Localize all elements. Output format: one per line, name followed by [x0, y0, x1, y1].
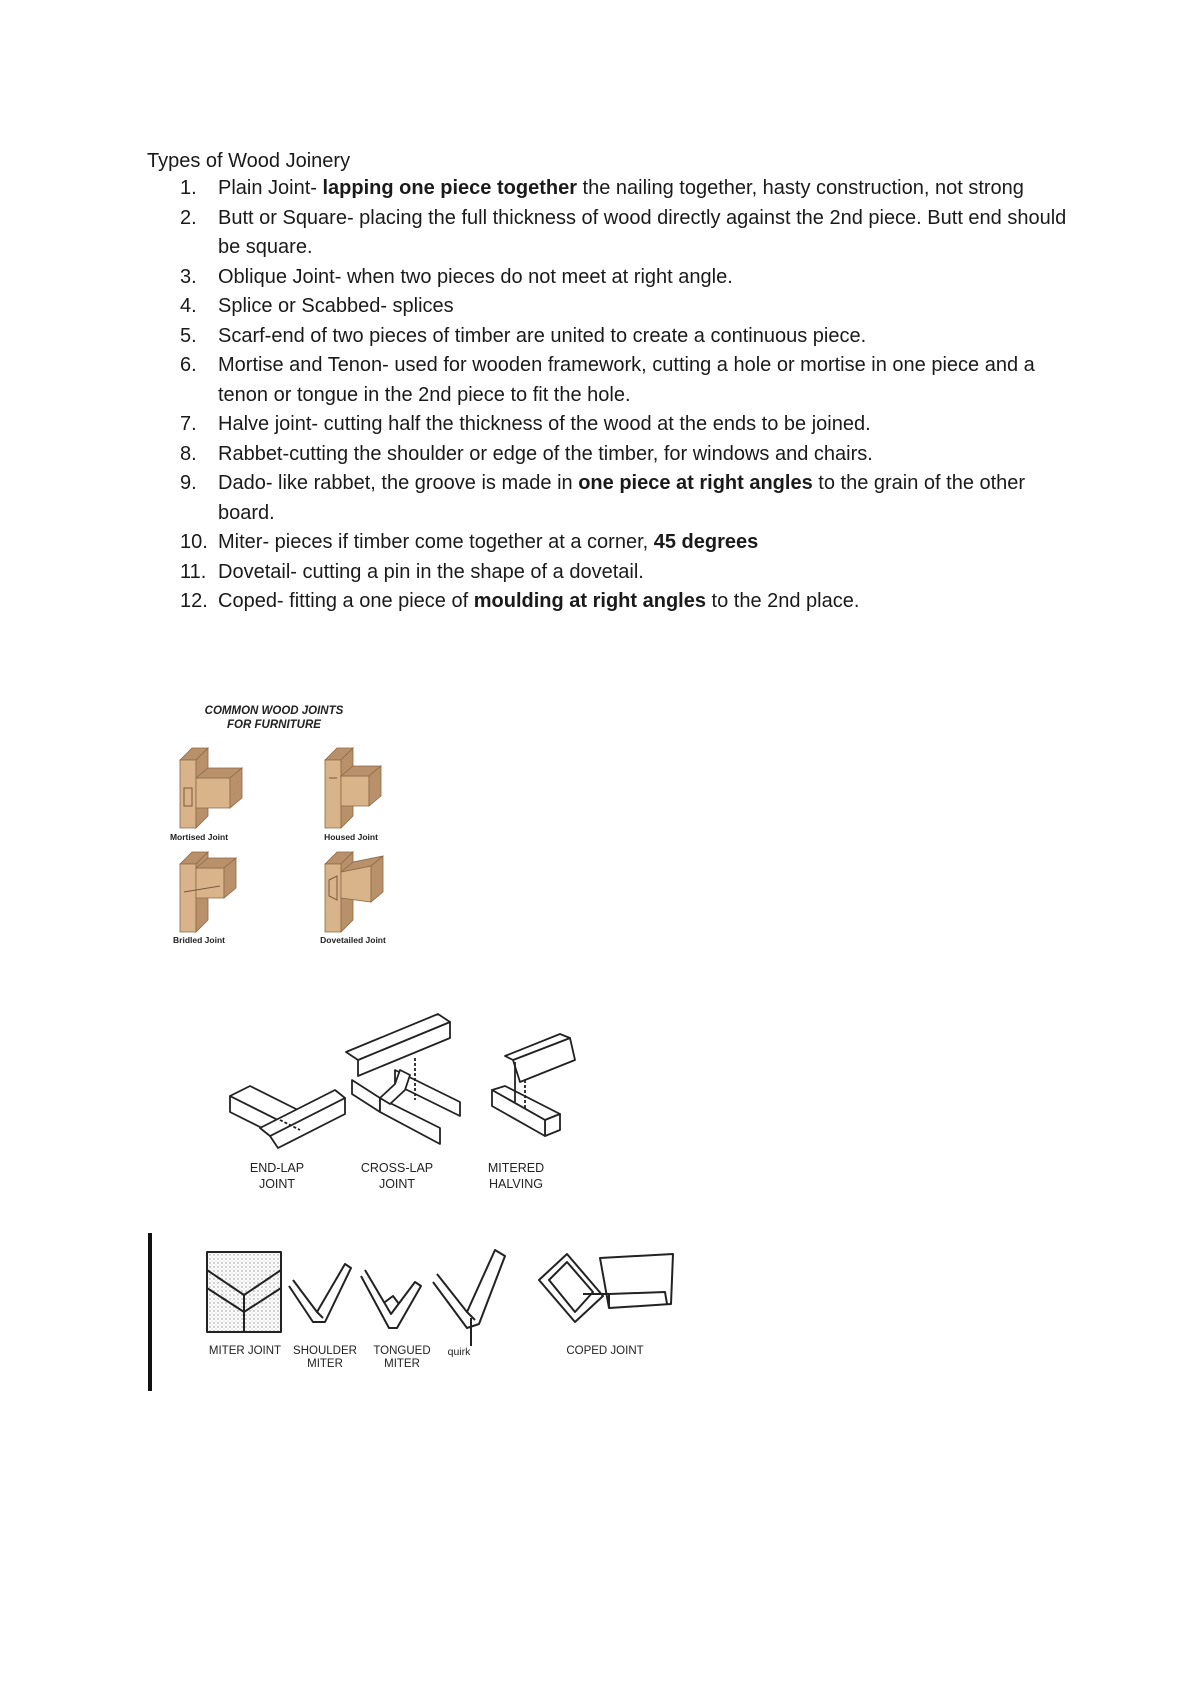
cross-lap-label-2: JOINT — [378, 1177, 416, 1191]
coped-joint-label: COPED JOINT — [566, 1345, 644, 1357]
bridled-joint-picture — [180, 852, 236, 932]
tongued-miter-picture — [361, 1270, 421, 1328]
end-lap-label-1: END-LAP — [249, 1161, 305, 1175]
list-item-text: Mortise and Tenon- used for wooden framework, cutting a hole or mortise in one piece and a tenon or tongue in the 2nd piece to fit the hole. — [218, 354, 1035, 406]
housed-joint-picture — [325, 748, 381, 828]
joinery-list-item — [147, 292, 1077, 322]
list-item-emphasis: 45 degrees — [653, 531, 759, 553]
miter-joints-illustration — [205, 1250, 685, 1370]
list-item-number: 5. — [180, 324, 197, 347]
list-item-text: to the grain of the other board. — [218, 472, 1026, 524]
joinery-list-item — [147, 351, 1077, 410]
list-item-number: 11. — [180, 560, 207, 583]
cross-lap-label-1: CROSS-LAP — [360, 1161, 434, 1175]
joinery-list-item — [147, 204, 1077, 263]
list-item-number: 10. — [180, 531, 208, 553]
joinery-list — [147, 174, 1077, 617]
list-item-text: Oblique Joint- when two pieces do not meet at right angle. — [218, 265, 733, 288]
list-item-text: Dovetail- cutting a pin in the shape of a dovetail. — [218, 560, 644, 583]
list-item-text: Butt or Square- placing the full thickness of wood directly against the 2nd piece. Butt end should be square. — [218, 206, 1067, 258]
quirk-miter-picture — [433, 1250, 505, 1346]
furniture-heading-line1: COMMON WOOD JOINTS — [204, 705, 344, 717]
list-item-text: Halve joint- cutting half the thickness of the wood at the ends to be joined. — [218, 413, 871, 435]
joinery-list-item — [147, 174, 1077, 204]
list-item-text: the nailing together, hasty construction, not strong — [576, 177, 1024, 199]
list-item-text: Miter- pieces if timber come together at a corner, — [218, 531, 654, 553]
tongued-miter-label-2: MITER — [384, 1358, 420, 1370]
mitered-halving-label-2: HALVING — [489, 1177, 543, 1191]
list-item-number: 1. — [180, 177, 197, 199]
joinery-list-item — [147, 528, 1077, 558]
margin-bar — [148, 1233, 152, 1391]
joinery-list-item — [147, 469, 1077, 528]
joinery-list-item — [147, 440, 1077, 470]
mitered-halving-picture — [492, 1034, 575, 1136]
halving-joints-figure — [230, 1030, 620, 1210]
bridled-joint-label: Bridled Joint — [173, 935, 225, 945]
miter-joint-label: MITER JOINT — [208, 1345, 282, 1357]
mortised-joint-label: Mortised Joint — [169, 832, 229, 842]
housed-joint-label: Housed Joint — [324, 832, 378, 842]
mitered-halving-label-1: MITERED — [487, 1161, 545, 1175]
halving-joints-illustration — [230, 1030, 620, 1210]
cross-lap-joint-picture — [346, 1014, 460, 1144]
joinery-list-item — [147, 263, 1077, 293]
shoulder-miter-label-1: SHOULDER — [293, 1345, 357, 1357]
miter-joints-figure — [205, 1250, 685, 1370]
list-item-number: 12. — [180, 590, 208, 612]
furniture-joints-figure — [169, 700, 435, 950]
joinery-list-item — [147, 558, 1077, 588]
joinery-list-item — [147, 587, 1077, 617]
joinery-list-item — [147, 410, 1077, 440]
list-item-text: Scarf-end of two pieces of timber are united to create a continuous piece. — [218, 324, 867, 347]
miter-joint-picture — [207, 1252, 281, 1332]
joinery-list-item — [147, 322, 1077, 352]
furniture-heading-line2: FOR FURNITURE — [227, 719, 321, 731]
end-lap-label-2: JOINT — [258, 1177, 296, 1191]
dovetailed-joint-picture — [325, 852, 383, 932]
list-item-text: Rabbet-cutting the shoulder or edge of the timber, for windows and chairs. — [218, 442, 873, 465]
list-item-number: 4. — [180, 295, 197, 317]
quirk-label: quirk — [447, 1346, 471, 1358]
document-title: Types of Wood Joinery — [147, 150, 351, 172]
shoulder-miter-label-2: MITER — [307, 1358, 343, 1370]
list-item-number: 9. — [180, 472, 197, 494]
list-item-number: 8. — [180, 442, 197, 465]
list-item-text: Splice or Scabbed- splices — [218, 295, 454, 317]
dovetailed-joint-label: Dovetailed Joint — [320, 935, 386, 945]
list-item-number: 3. — [180, 265, 197, 288]
list-item-text: Coped- fitting a one piece of — [218, 590, 474, 612]
coped-joint-picture — [539, 1254, 673, 1322]
list-item-number: 6. — [180, 354, 197, 376]
shoulder-miter-picture — [289, 1264, 351, 1322]
list-item-emphasis: lapping one piece together — [322, 177, 577, 199]
mortised-joint-picture — [180, 748, 242, 828]
list-item-emphasis: one piece at right angles — [578, 472, 813, 494]
end-lap-joint-picture — [230, 1086, 345, 1148]
list-item-number: 2. — [180, 206, 197, 229]
list-item-text: Plain Joint- — [218, 177, 323, 199]
tongued-miter-label-1: TONGUED — [373, 1345, 431, 1357]
list-item-text: Dado- like rabbet, the groove is made in — [218, 472, 579, 494]
list-item-emphasis: moulding at right angles — [473, 590, 706, 612]
list-item-text: to the 2nd place. — [705, 590, 860, 612]
furniture-joints-illustration — [169, 700, 435, 950]
list-item-number: 7. — [180, 413, 197, 435]
